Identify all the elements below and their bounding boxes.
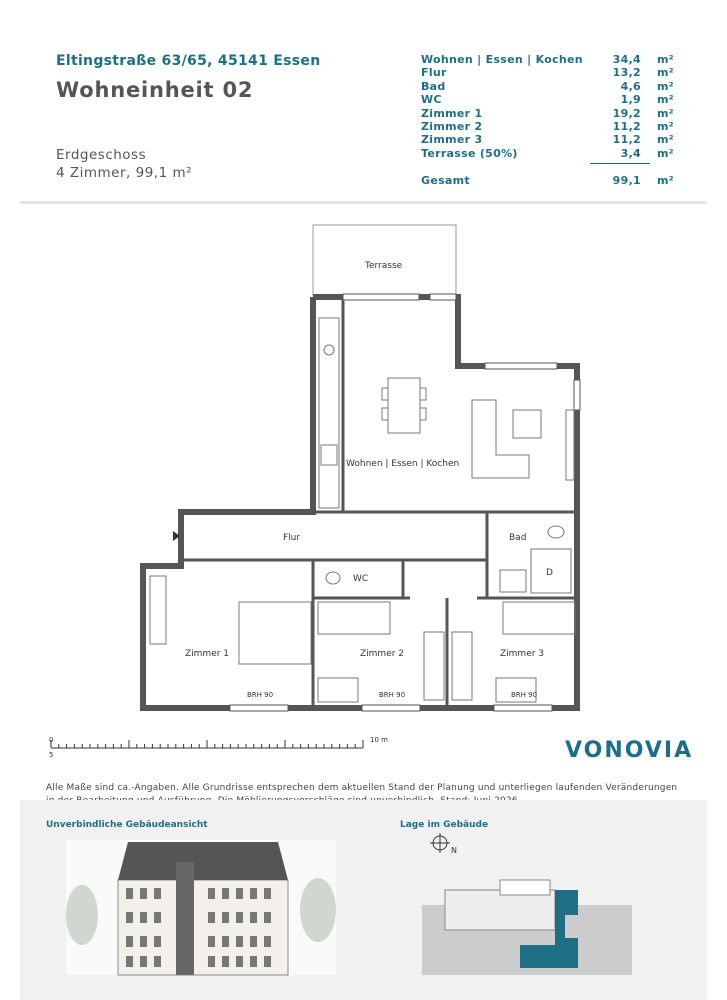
sill-label-room2: BRH 90 — [379, 691, 406, 699]
desk-room2 — [318, 678, 358, 702]
area-value: 1,9 — [620, 93, 641, 107]
area-name: Bad — [421, 79, 446, 93]
hall-label: Flur — [283, 533, 301, 543]
location-label: Lage im Gebäude — [400, 820, 489, 830]
coffee-table — [513, 410, 541, 438]
area-total-value: 99,1 — [612, 174, 641, 187]
interior-walls — [181, 297, 577, 708]
stove-icon — [321, 445, 337, 465]
area-name: Terrasse (50%) — [421, 146, 518, 160]
area-name: Wohnen | Essen | Kochen — [421, 53, 583, 66]
bottom-panel — [20, 800, 707, 1000]
area-total-name: Gesamt — [421, 174, 470, 187]
area-unit: m² — [657, 146, 674, 160]
wardrobe-room1 — [150, 576, 166, 644]
room3-label: Zimmer 3 — [500, 649, 545, 659]
area-unit: m² — [657, 66, 674, 80]
area-value: 11,2 — [612, 120, 641, 133]
wardrobe-room2 — [424, 632, 444, 700]
wc-label: WC — [353, 574, 369, 584]
area-value: 4,6 — [620, 79, 641, 93]
vonovia-logo: VONOVIA — [565, 738, 694, 763]
scale-ten: 10 m — [370, 736, 388, 744]
sill-label-room1: BRH 90 — [247, 691, 274, 699]
address: Eltingstraße 63/65, 45141 Essen — [56, 53, 321, 69]
area-unit: m² — [657, 120, 674, 133]
shower-label: D — [546, 568, 553, 578]
bed-room2 — [318, 602, 390, 634]
area-unit: m² — [657, 133, 674, 147]
bed-room1 — [239, 602, 311, 664]
area-value: 13,2 — [612, 66, 641, 80]
washbasin — [500, 570, 526, 592]
area-name: Zimmer 2 — [421, 120, 483, 133]
area-name: Flur — [421, 66, 447, 80]
north-label: N — [451, 846, 457, 855]
area-value: 11,2 — [612, 133, 641, 147]
area-name: Zimmer 3 — [421, 133, 483, 147]
area-value: 34,4 — [612, 53, 641, 66]
area-name: Zimmer 1 — [421, 106, 483, 120]
area-unit: m² — [657, 93, 674, 107]
area-value: 3,4 — [620, 146, 641, 160]
disclaimer: Alle Maße sind ca.-Angaben. Alle Grundrisse entsprechen dem aktuellen Stand der Planung und unterliegen laufenden Veränderungen — [46, 783, 678, 793]
rooms-summary: 4 Zimmer, 99,1 m² — [56, 165, 193, 181]
sink-icon — [324, 345, 334, 355]
bath-label: Bad — [509, 533, 527, 543]
scale-ticks — [51, 740, 363, 748]
area-name: WC — [421, 93, 442, 107]
terrace-label: Terrasse — [365, 261, 403, 271]
building-view-label: Unverbindliche Gebäudeansicht — [46, 820, 208, 830]
terrace-area — [313, 225, 456, 295]
wardrobe-room3 — [452, 632, 472, 700]
dining-table — [388, 378, 420, 433]
sideboard — [566, 410, 574, 480]
sofa — [472, 400, 529, 478]
unit-title: Wohneinheit 02 — [56, 78, 254, 102]
outer-walls — [143, 297, 577, 708]
room1-label: Zimmer 1 — [185, 649, 230, 659]
room2-label: Zimmer 2 — [360, 649, 405, 659]
area-value: 19,2 — [612, 106, 641, 120]
scale-five: 5 — [49, 751, 54, 759]
floor-label: Erdgeschoss — [56, 147, 147, 163]
bed-room3 — [503, 602, 575, 634]
toilet-icon — [548, 526, 564, 538]
area-unit: m² — [657, 53, 674, 66]
kitchen-counter — [319, 318, 339, 508]
living-label: Wohnen | Essen | Kochen — [346, 459, 460, 469]
area-unit: m² — [657, 79, 674, 93]
wc-toilet-icon — [326, 572, 340, 584]
scale-zero: 0 — [49, 736, 54, 744]
sill-label-room3: BRH 90 — [511, 691, 538, 699]
area-unit: m² — [657, 106, 674, 120]
area-total-unit: m² — [657, 174, 674, 187]
